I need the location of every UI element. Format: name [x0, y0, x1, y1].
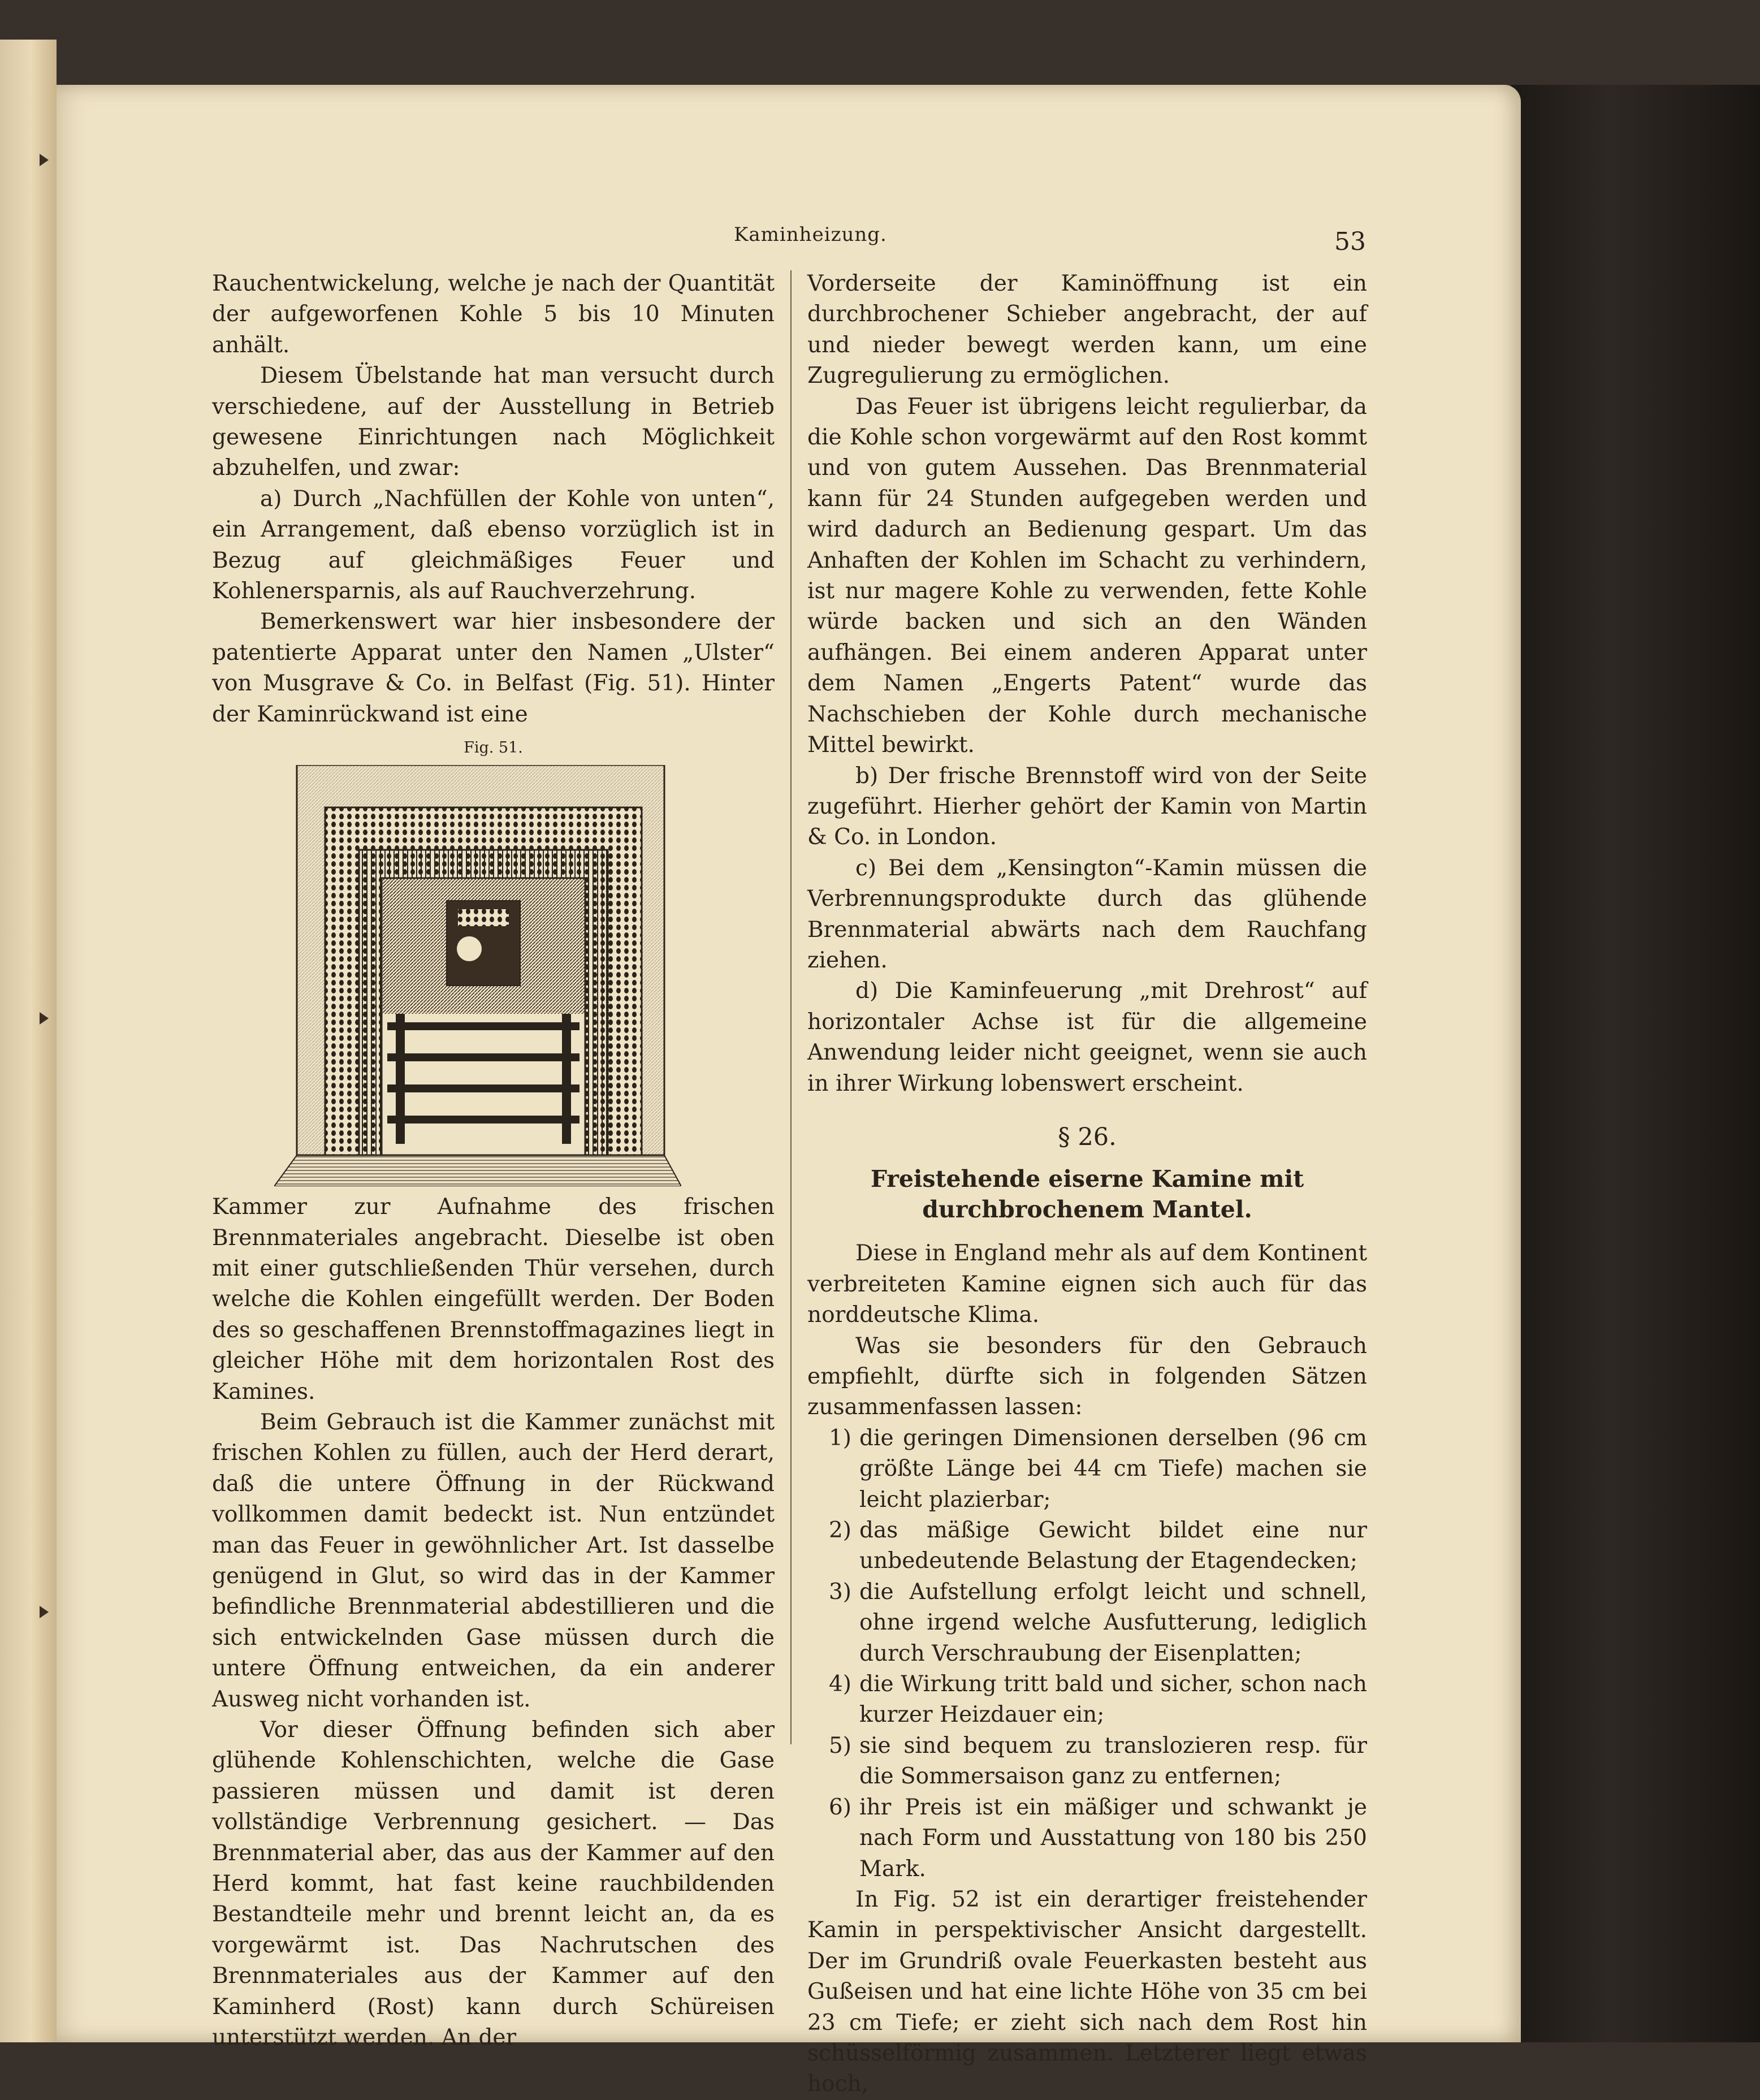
paragraph: Kammer zur Aufnahme des frischen Brennmateriales angebracht. Dieselbe ist oben mit einer gutschließenden Thür versehen, durch welche die Kohlen eingefüllt werden. Der Boden des so geschaffenen Brennstoffmagazines liegt in gleicher Höhe mit dem horizontalen Rost des Kamines. [212, 1194, 775, 1405]
list-text: die Wirkung tritt bald und sicher, schon nach kurzer Heizdauer ein; [859, 1671, 1367, 1728]
list-text: die Aufstellung erfolgt leicht und schnell, ohne irgend welche Ausfutterung, lediglich durch Verschraubung der Eisenplatten; [859, 1579, 1367, 1666]
paragraph: Beim Gebrauch ist die Kammer zunächst mit frischen Kohlen zu füllen, auch der Herd derart, daß die untere Öffnung in der Rückwand vollkommen damit bedeckt ist. Nun entzündet man das Feuer in gewöhnlicher Art. Ist dasselbe genügend in Glut, so wird das in der Kammer befindliche Brennmaterial abdestillieren und die sich entwickelnden Gase müssen durch die untere Öffnung entweichen, da ein anderer Ausweg nicht vorhanden ist. [212, 1409, 775, 1712]
list-number: 4) [828, 1671, 851, 1697]
paragraph: Rauchentwickelung, welche je nach der Quantität der aufgeworfenen Kohle 5 bis 10 Minuten anhält. [212, 271, 775, 358]
list-item [807, 1515, 1367, 1577]
running-title: Kaminheizung. [734, 223, 887, 246]
paragraph: b) Der frische Brennstoff wird von der Seite zugeführt. Hierher gehört der Kamin von Martin & Co. in London. [807, 763, 1367, 850]
fireplace-drawing [274, 765, 681, 1186]
paragraph: Was sie besonders für den Gebrauch empfiehlt, dürfte sich in folgenden Sätzen zusammenfassen lassen: [807, 1333, 1367, 1420]
right-column [807, 269, 1367, 2100]
paragraph: Das Feuer ist übrigens leicht regulierbar, da die Kohle schon vorgewärmt auf den Rost kommt und von gutem Aussehen. Das Brennmaterial kann für 24 Stunden aufgegeben werden und wird dadurch an Bedienung gespart. Um das Anhaften der Kohlen im Schacht zu verhindern, ist nur magere Kohle zu verwenden, fette Kohle würde backen und sich an den Wänden aufhängen. Bei einem anderen Apparat unter dem Namen „Engerts Patent“ wurde das Nachschieben der Kohle durch mechanische Mittel bewirkt. [807, 394, 1367, 758]
left-column [212, 269, 775, 2053]
left-page-edge [0, 40, 57, 2042]
list-number: 2) [828, 1518, 851, 1544]
list-item [807, 1792, 1367, 1885]
list-text: ihr Preis ist ein mäßiger und schwankt je nach Form und Ausstattung von 180 bis 250 Mark. [859, 1794, 1367, 1882]
list-number: 1) [828, 1425, 851, 1451]
figure-caption: Fig. 51. [464, 739, 523, 757]
section-mark: § 26. [1058, 1122, 1117, 1151]
list-item [807, 1423, 1367, 1515]
section-title: Freistehende eiserne Kamine mit durchbrochenem Mantel. [870, 1165, 1304, 1224]
paragraph: In Fig. 52 ist ein derartiger freistehender Kamin in perspektivischer Ansicht dargestellt. Der im Grundriß ovale Feuerkasten besteht aus Gußeisen und hat eine lichte Höhe von 35 cm bei 23 cm Tiefe; er zieht sich nach dem Rost hin schüsselförmig zusammen. Letzterer liegt etwas hoch, [807, 1886, 1367, 2097]
list-item [807, 1669, 1367, 1731]
paragraph: Diese in England mehr als auf dem Kontinent verbreiteten Kamine eignen sich auch für das norddeutsche Klima. [807, 1241, 1367, 1328]
book-binding [1511, 85, 1760, 2042]
paragraph: Bemerkenswert war hier insbesondere der patentierte Apparat unter den Namen „Ulster“ von Musgrave & Co. in Belfast (Fig. 51). Hinter der Kaminrückwand ist eine [212, 609, 775, 727]
list-item [807, 1731, 1367, 1792]
list-text: das mäßige Gewicht bildet eine nur unbedeutende Belastung der Etagendecken; [859, 1518, 1367, 1574]
paragraph: d) Die Kaminfeuerung „mit Drehrost“ auf horizontaler Achse ist für die allgemeine Anwendung leider nicht geeignet, wenn sie auch in ihrer Wirkung lobenswert erscheint. [807, 978, 1367, 1096]
fireplace-illustration [274, 765, 681, 1186]
paragraph: Vorderseite der Kaminöffnung ist ein durchbrochener Schieber angebracht, der auf und nieder bewegt werden kann, um eine Zugregulierung zu ermöglichen. [807, 271, 1367, 389]
paragraph: a) Durch „Nachfüllen der Kohle von unten“, ein Arrangement, daß ebenso vorzüglich ist in Bezug auf gleichmäßiges Feuer und Kohlenersparnis, als auf Rauchverzehrung. [212, 486, 775, 604]
list-text: die geringen Dimensionen derselben (96 cm größte Länge bei 44 cm Tiefe) machen sie leicht plazierbar; [859, 1425, 1367, 1513]
paragraph: c) Bei dem „Kensington“-Kamin müssen die Verbrennungsprodukte durch das glühende Brennmaterial abwärts nach dem Rauchfang ziehen. [807, 855, 1367, 973]
list-item [807, 1577, 1367, 1669]
column-divider [790, 270, 792, 1744]
paragraph: Vor dieser Öffnung befinden sich aber glühende Kohlenschichten, welche die Gase passieren müssen und damit ist deren vollständige Verbrennung gesichert. — Das Brennmaterial aber, das aus der Kammer auf den Herd kommt, hat fast keine rauchbildenden Bestandteile mehr und brennt leicht an, da es vorgewärmt ist. Das Nachrutschen des Brennmateriales aus der Kammer auf den Kaminherd (Rost) kann durch Schüreisen unterstützt werden. An der [212, 1717, 775, 2051]
list-number: 3) [828, 1579, 851, 1605]
list-text: sie sind bequem zu translozieren resp. für die Sommersaison ganz zu entfernen; [859, 1732, 1367, 1790]
list-number: 6) [828, 1794, 851, 1820]
page-number: 53 [1334, 227, 1366, 256]
list-number: 5) [828, 1732, 851, 1758]
paragraph: Diesem Übelstande hat man versucht durch verschiedene, auf der Ausstellung in Betrieb gewesene Einrichtungen nach Möglichkeit abzuhelfen, und zwar: [212, 363, 775, 481]
